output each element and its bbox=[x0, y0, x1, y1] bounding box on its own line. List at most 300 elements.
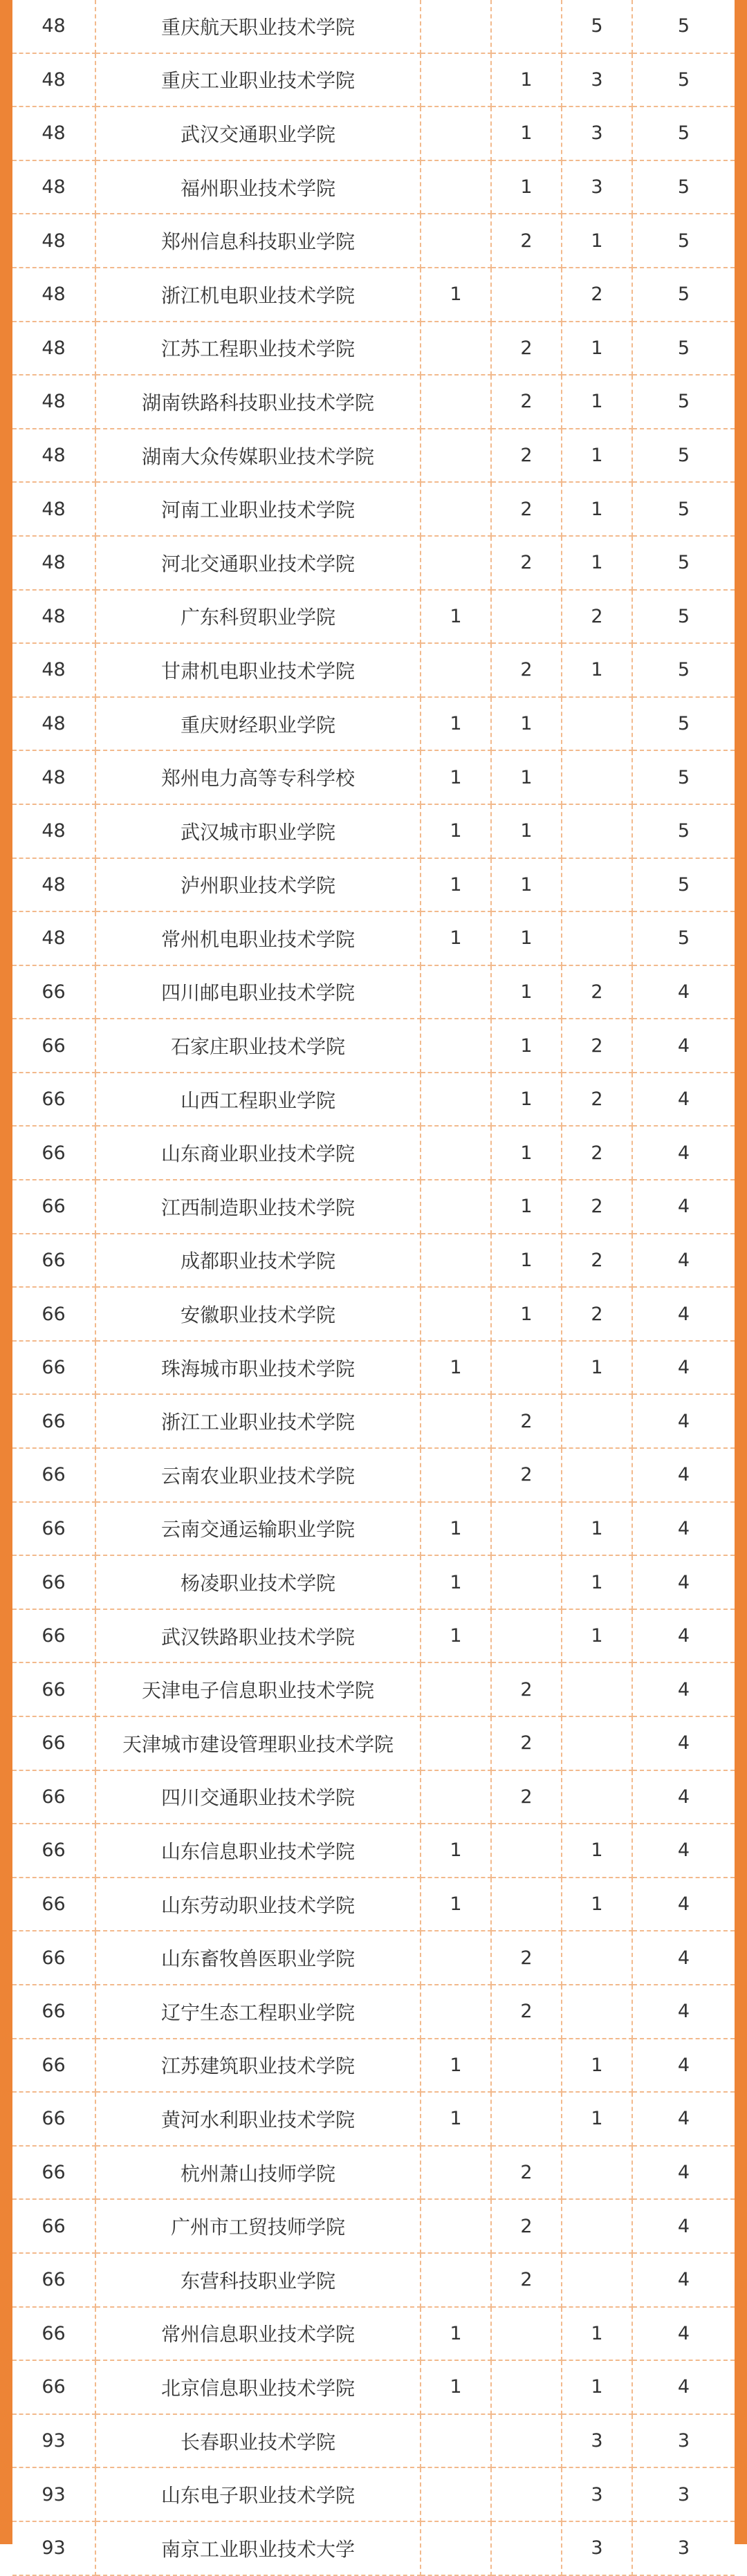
count-a-cell: 1 bbox=[421, 1824, 491, 1878]
count-a-cell: 1 bbox=[421, 911, 491, 965]
count-a-cell bbox=[421, 1073, 491, 1127]
count-a-cell bbox=[421, 536, 491, 590]
rank-cell: 48 bbox=[12, 106, 95, 160]
school-name-cell: 珠海城市职业技术学院 bbox=[95, 1341, 421, 1395]
school-name-cell: 湖南铁路科技职业技术学院 bbox=[95, 375, 421, 429]
rank-cell: 66 bbox=[12, 2253, 95, 2307]
table-row bbox=[12, 804, 735, 858]
count-a-cell bbox=[421, 2521, 491, 2575]
count-b-cell bbox=[491, 2360, 562, 2414]
count-c-cell bbox=[562, 1985, 632, 2039]
table-row bbox=[12, 2146, 735, 2200]
count-b-cell: 1 bbox=[491, 697, 562, 751]
school-name-cell: 北京信息职业技术学院 bbox=[95, 2360, 421, 2414]
count-a-cell bbox=[421, 965, 491, 1019]
rank-cell: 66 bbox=[12, 1555, 95, 1609]
count-c-cell: 2 bbox=[562, 1234, 632, 1288]
rank-cell: 48 bbox=[12, 268, 95, 322]
rank-cell: 66 bbox=[12, 1662, 95, 1716]
school-name-cell: 江苏工程职业技术学院 bbox=[95, 322, 421, 376]
count-a-cell bbox=[421, 375, 491, 429]
total-cell: 5 bbox=[632, 590, 735, 644]
count-a-cell bbox=[421, 53, 491, 107]
count-b-cell: 1 bbox=[491, 1126, 562, 1180]
count-b-cell bbox=[491, 2467, 562, 2521]
count-a-cell bbox=[421, 1126, 491, 1180]
count-b-cell: 2 bbox=[491, 375, 562, 429]
school-name-cell: 云南交通运输职业学院 bbox=[95, 1502, 421, 1556]
count-b-cell: 1 bbox=[491, 1180, 562, 1234]
count-b-cell bbox=[491, 1341, 562, 1395]
table-row bbox=[12, 1073, 735, 1127]
school-name-cell: 武汉铁路职业技术学院 bbox=[95, 1609, 421, 1663]
table-row bbox=[12, 2092, 735, 2146]
table-row bbox=[12, 2039, 735, 2093]
rank-cell: 66 bbox=[12, 2199, 95, 2253]
count-c-cell bbox=[562, 1931, 632, 1985]
count-b-cell bbox=[491, 2092, 562, 2146]
count-a-cell bbox=[421, 1180, 491, 1234]
school-name-cell: 天津城市建设管理职业技术学院 bbox=[95, 1716, 421, 1770]
school-name-cell: 浙江工业职业技术学院 bbox=[95, 1394, 421, 1448]
count-b-cell bbox=[491, 2039, 562, 2093]
table-row bbox=[12, 268, 735, 322]
table-row bbox=[12, 53, 735, 107]
ranking-table bbox=[12, 0, 735, 2576]
count-b-cell: 2 bbox=[491, 1931, 562, 1985]
count-a-cell: 1 bbox=[421, 590, 491, 644]
school-name-cell: 广州市工贸技师学院 bbox=[95, 2199, 421, 2253]
count-a-cell: 1 bbox=[421, 2360, 491, 2414]
table-row bbox=[12, 1878, 735, 1931]
total-cell: 4 bbox=[632, 1770, 735, 1824]
school-name-cell: 福州职业技术学院 bbox=[95, 160, 421, 214]
count-a-cell bbox=[421, 214, 491, 268]
table-row bbox=[12, 1180, 735, 1234]
total-cell: 5 bbox=[632, 536, 735, 590]
school-name-cell: 重庆工业职业技术学院 bbox=[95, 53, 421, 107]
count-b-cell: 2 bbox=[491, 2146, 562, 2200]
table-row bbox=[12, 1985, 735, 2039]
count-a-cell bbox=[421, 429, 491, 483]
count-a-cell bbox=[421, 482, 491, 536]
rank-cell: 66 bbox=[12, 1234, 95, 1288]
rank-cell: 66 bbox=[12, 1394, 95, 1448]
count-c-cell: 1 bbox=[562, 375, 632, 429]
count-b-cell: 2 bbox=[491, 482, 562, 536]
rank-cell: 48 bbox=[12, 322, 95, 376]
total-cell: 4 bbox=[632, 1394, 735, 1448]
rank-cell: 66 bbox=[12, 1716, 95, 1770]
count-b-cell: 2 bbox=[491, 536, 562, 590]
count-c-cell: 1 bbox=[562, 482, 632, 536]
count-b-cell: 1 bbox=[491, 965, 562, 1019]
total-cell: 4 bbox=[632, 2146, 735, 2200]
school-name-cell: 杨凌职业技术学院 bbox=[95, 1555, 421, 1609]
table-row bbox=[12, 2307, 735, 2361]
count-c-cell: 1 bbox=[562, 536, 632, 590]
count-a-cell bbox=[421, 2146, 491, 2200]
rank-cell: 66 bbox=[12, 1931, 95, 1985]
total-cell: 4 bbox=[632, 1234, 735, 1288]
table-row bbox=[12, 322, 735, 376]
school-name-cell: 成都职业技术学院 bbox=[95, 1234, 421, 1288]
count-c-cell bbox=[562, 911, 632, 965]
total-cell: 5 bbox=[632, 482, 735, 536]
count-c-cell: 1 bbox=[562, 1555, 632, 1609]
rank-cell: 66 bbox=[12, 1770, 95, 1824]
count-c-cell: 3 bbox=[562, 160, 632, 214]
table-row bbox=[12, 1394, 735, 1448]
school-name-cell: 山东信息职业技术学院 bbox=[95, 1824, 421, 1878]
table-row bbox=[12, 1931, 735, 1985]
count-c-cell: 2 bbox=[562, 1287, 632, 1341]
total-cell: 4 bbox=[632, 1019, 735, 1073]
count-a-cell bbox=[421, 2199, 491, 2253]
table-row bbox=[12, 2360, 735, 2414]
table-row bbox=[12, 2467, 735, 2521]
count-b-cell: 2 bbox=[491, 1448, 562, 1502]
count-c-cell bbox=[562, 750, 632, 804]
count-b-cell: 2 bbox=[491, 429, 562, 483]
count-c-cell bbox=[562, 697, 632, 751]
total-cell: 4 bbox=[632, 2039, 735, 2093]
total-cell: 3 bbox=[632, 2467, 735, 2521]
school-name-cell: 南京工业职业技术大学 bbox=[95, 2521, 421, 2575]
total-cell: 5 bbox=[632, 160, 735, 214]
count-a-cell: 1 bbox=[421, 2307, 491, 2361]
total-cell: 4 bbox=[632, 1716, 735, 1770]
school-name-cell: 黄河水利职业技术学院 bbox=[95, 2092, 421, 2146]
count-b-cell bbox=[491, 268, 562, 322]
count-a-cell: 1 bbox=[421, 804, 491, 858]
total-cell: 5 bbox=[632, 214, 735, 268]
rank-cell: 66 bbox=[12, 2092, 95, 2146]
rank-cell: 48 bbox=[12, 375, 95, 429]
count-c-cell: 3 bbox=[562, 106, 632, 160]
count-c-cell: 1 bbox=[562, 1824, 632, 1878]
count-c-cell: 2 bbox=[562, 1180, 632, 1234]
count-a-cell: 1 bbox=[421, 1502, 491, 1556]
total-cell: 4 bbox=[632, 1931, 735, 1985]
rank-cell: 93 bbox=[12, 2467, 95, 2521]
count-b-cell bbox=[491, 0, 562, 53]
rank-cell: 48 bbox=[12, 858, 95, 912]
table-row bbox=[12, 375, 735, 429]
count-b-cell bbox=[491, 2307, 562, 2361]
count-a-cell: 1 bbox=[421, 2092, 491, 2146]
table-row bbox=[12, 1662, 735, 1716]
total-cell: 4 bbox=[632, 2253, 735, 2307]
count-a-cell: 1 bbox=[421, 697, 491, 751]
table-row bbox=[12, 2521, 735, 2575]
school-name-cell: 四川交通职业技术学院 bbox=[95, 1770, 421, 1824]
count-c-cell bbox=[562, 1394, 632, 1448]
school-name-cell: 常州信息职业技术学院 bbox=[95, 2307, 421, 2361]
rank-cell: 66 bbox=[12, 1073, 95, 1127]
count-a-cell bbox=[421, 0, 491, 53]
rank-cell: 93 bbox=[12, 2414, 95, 2468]
rank-cell: 48 bbox=[12, 536, 95, 590]
count-b-cell bbox=[491, 1609, 562, 1663]
total-cell: 4 bbox=[632, 2199, 735, 2253]
count-a-cell bbox=[421, 1931, 491, 1985]
count-c-cell: 1 bbox=[562, 2307, 632, 2361]
count-b-cell: 1 bbox=[491, 911, 562, 965]
total-cell: 4 bbox=[632, 1502, 735, 1556]
count-c-cell: 1 bbox=[562, 1878, 632, 1931]
rank-cell: 48 bbox=[12, 750, 95, 804]
school-name-cell: 甘肃机电职业技术学院 bbox=[95, 643, 421, 697]
school-name-cell: 浙江机电职业技术学院 bbox=[95, 268, 421, 322]
count-c-cell: 1 bbox=[562, 643, 632, 697]
school-name-cell: 常州机电职业技术学院 bbox=[95, 911, 421, 965]
total-cell: 4 bbox=[632, 1878, 735, 1931]
table-row bbox=[12, 2253, 735, 2307]
count-a-cell bbox=[421, 2253, 491, 2307]
count-c-cell: 1 bbox=[562, 429, 632, 483]
count-b-cell: 1 bbox=[491, 750, 562, 804]
total-cell: 5 bbox=[632, 268, 735, 322]
count-c-cell: 3 bbox=[562, 53, 632, 107]
total-cell: 5 bbox=[632, 858, 735, 912]
total-cell: 5 bbox=[632, 0, 735, 53]
count-a-cell: 1 bbox=[421, 1609, 491, 1663]
count-b-cell: 1 bbox=[491, 106, 562, 160]
count-a-cell bbox=[421, 643, 491, 697]
count-b-cell: 2 bbox=[491, 1662, 562, 1716]
table-row bbox=[12, 0, 735, 53]
school-name-cell: 江苏建筑职业技术学院 bbox=[95, 2039, 421, 2093]
rank-cell: 66 bbox=[12, 1019, 95, 1073]
count-a-cell bbox=[421, 1394, 491, 1448]
rank-cell: 66 bbox=[12, 1341, 95, 1395]
rank-cell: 66 bbox=[12, 1287, 95, 1341]
table-row bbox=[12, 1609, 735, 1663]
school-name-cell: 江西制造职业技术学院 bbox=[95, 1180, 421, 1234]
school-name-cell: 泸州职业技术学院 bbox=[95, 858, 421, 912]
count-b-cell: 2 bbox=[491, 1985, 562, 2039]
table-row bbox=[12, 2199, 735, 2253]
school-name-cell: 石家庄职业技术学院 bbox=[95, 1019, 421, 1073]
school-name-cell: 河南工业职业技术学院 bbox=[95, 482, 421, 536]
total-cell: 4 bbox=[632, 1126, 735, 1180]
count-b-cell: 2 bbox=[491, 2199, 562, 2253]
table-row bbox=[12, 697, 735, 751]
count-b-cell bbox=[491, 1878, 562, 1931]
rank-cell: 66 bbox=[12, 1824, 95, 1878]
total-cell: 5 bbox=[632, 53, 735, 107]
school-name-cell: 山西工程职业学院 bbox=[95, 1073, 421, 1127]
count-c-cell: 1 bbox=[562, 2360, 632, 2414]
school-name-cell: 安徽职业技术学院 bbox=[95, 1287, 421, 1341]
total-cell: 5 bbox=[632, 750, 735, 804]
count-b-cell: 2 bbox=[491, 1716, 562, 1770]
school-name-cell: 辽宁生态工程职业学院 bbox=[95, 1985, 421, 2039]
total-cell: 4 bbox=[632, 1609, 735, 1663]
rank-cell: 66 bbox=[12, 2146, 95, 2200]
count-c-cell: 3 bbox=[562, 2414, 632, 2468]
count-c-cell: 2 bbox=[562, 965, 632, 1019]
count-a-cell bbox=[421, 160, 491, 214]
count-c-cell: 1 bbox=[562, 2092, 632, 2146]
count-b-cell: 1 bbox=[491, 53, 562, 107]
count-c-cell: 1 bbox=[562, 1341, 632, 1395]
total-cell: 5 bbox=[632, 911, 735, 965]
count-c-cell bbox=[562, 1448, 632, 1502]
school-name-cell: 长春职业技术学院 bbox=[95, 2414, 421, 2468]
rank-cell: 66 bbox=[12, 2307, 95, 2361]
rank-cell: 48 bbox=[12, 590, 95, 644]
total-cell: 4 bbox=[632, 2092, 735, 2146]
table-row bbox=[12, 429, 735, 483]
total-cell: 5 bbox=[632, 804, 735, 858]
rank-cell: 66 bbox=[12, 1180, 95, 1234]
rank-cell: 66 bbox=[12, 2360, 95, 2414]
count-a-cell bbox=[421, 2414, 491, 2468]
count-a-cell: 1 bbox=[421, 1341, 491, 1395]
total-cell: 5 bbox=[632, 643, 735, 697]
rank-cell: 48 bbox=[12, 53, 95, 107]
table-row bbox=[12, 750, 735, 804]
count-a-cell bbox=[421, 106, 491, 160]
total-cell: 3 bbox=[632, 2521, 735, 2575]
total-cell: 5 bbox=[632, 322, 735, 376]
rank-cell: 66 bbox=[12, 1448, 95, 1502]
count-c-cell: 1 bbox=[562, 2039, 632, 2093]
count-a-cell: 1 bbox=[421, 858, 491, 912]
total-cell: 3 bbox=[632, 2414, 735, 2468]
total-cell: 5 bbox=[632, 106, 735, 160]
total-cell: 4 bbox=[632, 1341, 735, 1395]
count-b-cell bbox=[491, 1824, 562, 1878]
table-row bbox=[12, 911, 735, 965]
school-name-cell: 湖南大众传媒职业技术学院 bbox=[95, 429, 421, 483]
rank-cell: 48 bbox=[12, 214, 95, 268]
count-b-cell: 2 bbox=[491, 643, 562, 697]
school-name-cell: 重庆财经职业学院 bbox=[95, 697, 421, 751]
count-c-cell: 2 bbox=[562, 1073, 632, 1127]
school-name-cell: 河北交通职业技术学院 bbox=[95, 536, 421, 590]
rank-cell: 48 bbox=[12, 911, 95, 965]
school-name-cell: 山东畜牧兽医职业学院 bbox=[95, 1931, 421, 1985]
total-cell: 4 bbox=[632, 1287, 735, 1341]
total-cell: 5 bbox=[632, 429, 735, 483]
school-name-cell: 山东劳动职业技术学院 bbox=[95, 1878, 421, 1931]
school-name-cell: 四川邮电职业技术学院 bbox=[95, 965, 421, 1019]
count-b-cell bbox=[491, 590, 562, 644]
school-name-cell: 郑州信息科技职业学院 bbox=[95, 214, 421, 268]
count-c-cell bbox=[562, 1716, 632, 1770]
table-row bbox=[12, 1341, 735, 1395]
count-a-cell bbox=[421, 322, 491, 376]
rank-cell: 48 bbox=[12, 804, 95, 858]
count-a-cell bbox=[421, 1234, 491, 1288]
count-a-cell: 1 bbox=[421, 2039, 491, 2093]
count-a-cell bbox=[421, 1716, 491, 1770]
count-b-cell: 1 bbox=[491, 160, 562, 214]
count-a-cell: 1 bbox=[421, 1878, 491, 1931]
school-name-cell: 杭州萧山技师学院 bbox=[95, 2146, 421, 2200]
rank-cell: 48 bbox=[12, 482, 95, 536]
table-row bbox=[12, 482, 735, 536]
total-cell: 5 bbox=[632, 375, 735, 429]
school-name-cell: 广东科贸职业学院 bbox=[95, 590, 421, 644]
rank-cell: 66 bbox=[12, 1985, 95, 2039]
total-cell: 5 bbox=[632, 697, 735, 751]
school-name-cell: 山东电子职业技术学院 bbox=[95, 2467, 421, 2521]
table-row bbox=[12, 1716, 735, 1770]
rank-cell: 48 bbox=[12, 697, 95, 751]
school-name-cell: 郑州电力高等专科学校 bbox=[95, 750, 421, 804]
table-row bbox=[12, 1824, 735, 1878]
count-c-cell bbox=[562, 1662, 632, 1716]
table-row bbox=[12, 1126, 735, 1180]
table-row bbox=[12, 1502, 735, 1556]
count-b-cell: 2 bbox=[491, 214, 562, 268]
count-b-cell: 1 bbox=[491, 858, 562, 912]
ranking-table-body bbox=[12, 0, 735, 2575]
table-row bbox=[12, 590, 735, 644]
table-row bbox=[12, 536, 735, 590]
total-cell: 4 bbox=[632, 1555, 735, 1609]
total-cell: 4 bbox=[632, 1824, 735, 1878]
count-a-cell: 1 bbox=[421, 1555, 491, 1609]
school-name-cell: 天津电子信息职业技术学院 bbox=[95, 1662, 421, 1716]
total-cell: 4 bbox=[632, 2360, 735, 2414]
rank-cell: 66 bbox=[12, 2039, 95, 2093]
count-b-cell: 2 bbox=[491, 2253, 562, 2307]
count-c-cell: 3 bbox=[562, 2467, 632, 2521]
count-b-cell bbox=[491, 2521, 562, 2575]
count-c-cell: 1 bbox=[562, 1609, 632, 1663]
total-cell: 4 bbox=[632, 2307, 735, 2361]
table-row bbox=[12, 214, 735, 268]
rank-cell: 48 bbox=[12, 0, 95, 53]
count-b-cell: 1 bbox=[491, 804, 562, 858]
count-b-cell bbox=[491, 1555, 562, 1609]
count-c-cell: 1 bbox=[562, 322, 632, 376]
rank-cell: 66 bbox=[12, 1126, 95, 1180]
table-row bbox=[12, 1234, 735, 1288]
count-c-cell: 1 bbox=[562, 214, 632, 268]
rank-cell: 48 bbox=[12, 643, 95, 697]
count-b-cell: 1 bbox=[491, 1234, 562, 1288]
rank-cell: 48 bbox=[12, 160, 95, 214]
count-b-cell: 1 bbox=[491, 1073, 562, 1127]
count-a-cell bbox=[421, 1448, 491, 1502]
rank-cell: 66 bbox=[12, 1502, 95, 1556]
rank-cell: 66 bbox=[12, 1609, 95, 1663]
count-c-cell: 2 bbox=[562, 1019, 632, 1073]
table-row bbox=[12, 1555, 735, 1609]
total-cell: 4 bbox=[632, 1985, 735, 2039]
rank-cell: 93 bbox=[12, 2521, 95, 2575]
school-name-cell: 武汉交通职业学院 bbox=[95, 106, 421, 160]
school-name-cell: 东营科技职业学院 bbox=[95, 2253, 421, 2307]
count-c-cell bbox=[562, 1770, 632, 1824]
table-row bbox=[12, 160, 735, 214]
table-row bbox=[12, 1287, 735, 1341]
total-cell: 4 bbox=[632, 1448, 735, 1502]
count-c-cell: 2 bbox=[562, 590, 632, 644]
count-a-cell bbox=[421, 1019, 491, 1073]
count-c-cell: 5 bbox=[562, 0, 632, 53]
school-name-cell: 山东商业职业技术学院 bbox=[95, 1126, 421, 1180]
count-b-cell bbox=[491, 2414, 562, 2468]
count-c-cell: 3 bbox=[562, 2521, 632, 2575]
table-row bbox=[12, 858, 735, 912]
